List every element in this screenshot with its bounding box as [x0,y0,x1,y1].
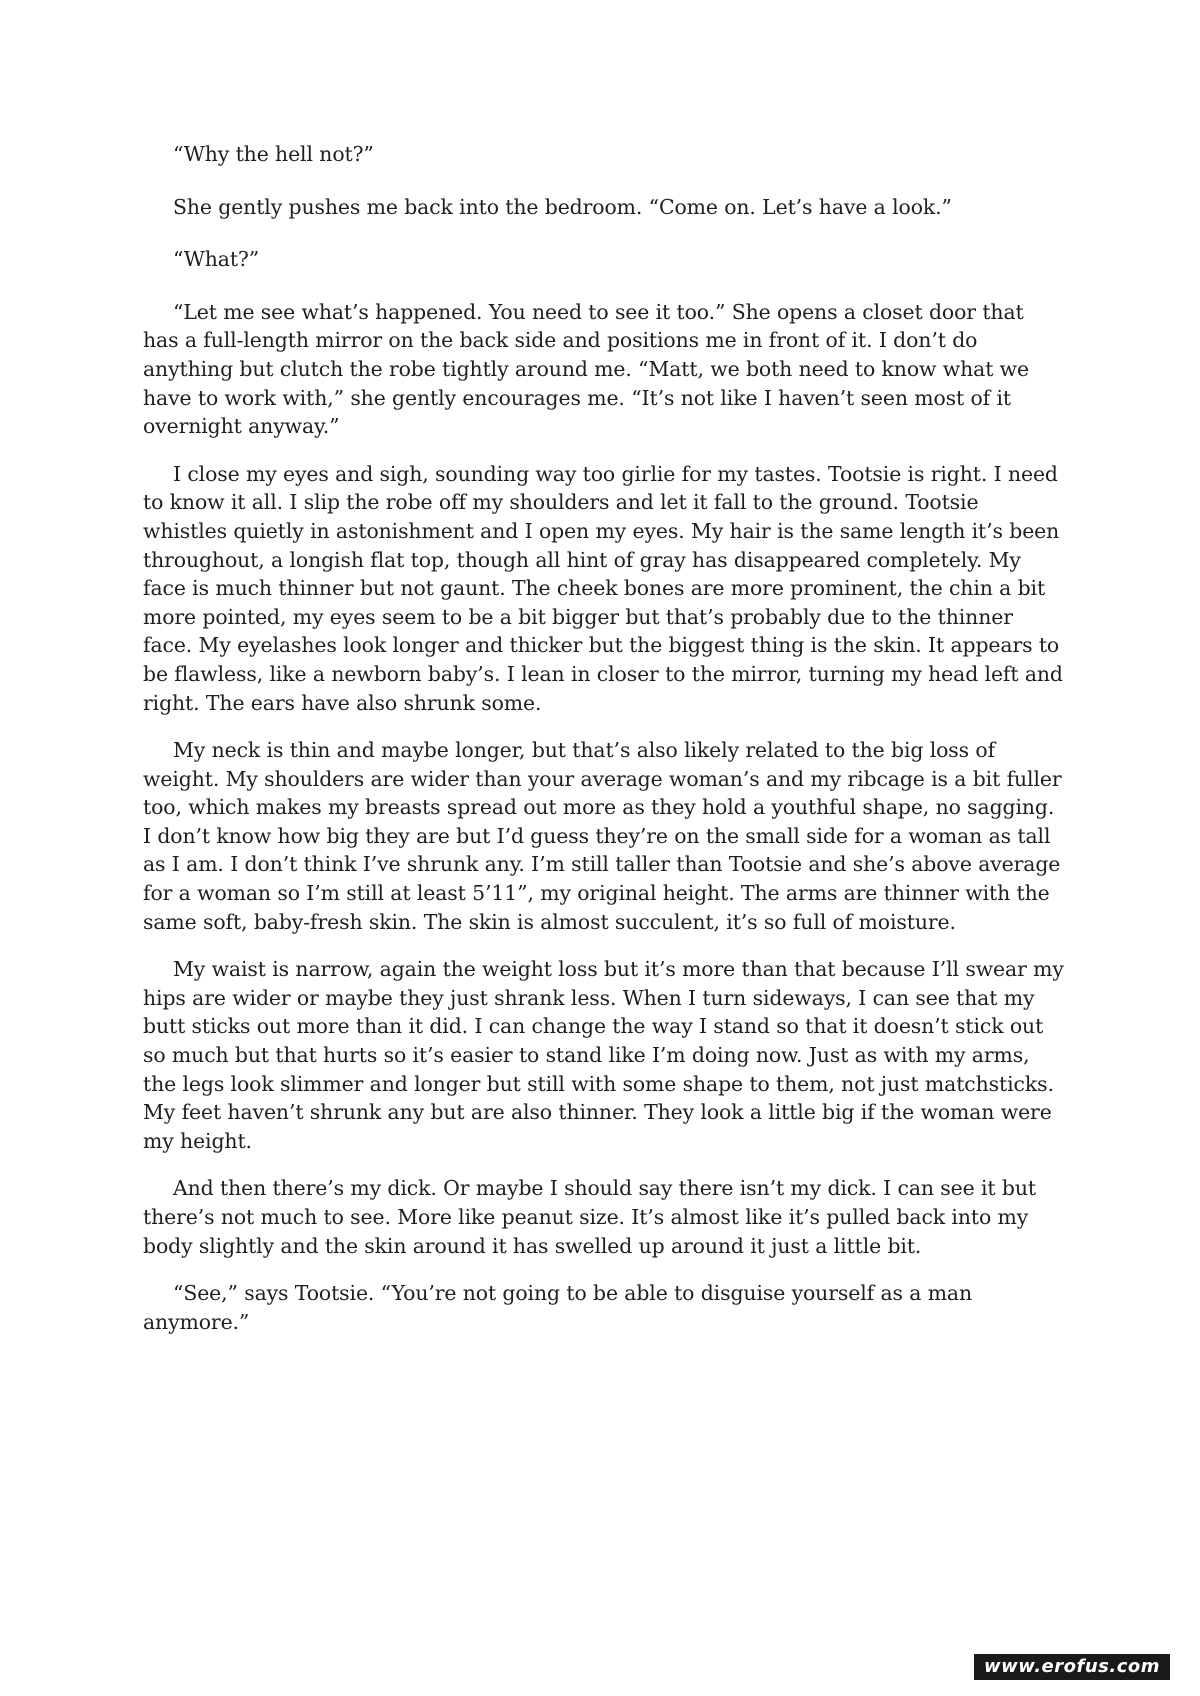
paragraph-8: And then there’s my dick. Or maybe I should say there isn’t my dick. I can see it but there’s not much to see. More like peanut size. It’s almost like it’s pulled back into my body slightly and the skin around it has swelled up around it just a little bit. [143,1176,1036,1258]
paragraph-5: I close my eyes and sigh, sounding way too girlie for my tastes. Tootsie is right. I need to know it all. I slip the robe off my shoulders and let it fall to the ground. Tootsie whistles quietly in astonishment and I open my eyes. My hair is the same length it’s been throughout, a longish flat top, though all hint of gray has disappeared completely. My face is much thinner but not gaunt. The cheek bones are more prominent, the chin a bit more pointed, my eyes seem to be a bit bigger but that’s probably due to the thinner face. My eyelashes look longer and thicker but the biggest thing is the skin. It appears to be flawless, like a newborn baby’s. I lean in closer to the mirror, turning my head left and right. The ears have also shrunk some. [143,461,1063,715]
paragraph-2: She gently pushes me back into the bedroom. “Come on. Let’s have a look.” [173,194,952,219]
paragraph-6: My neck is thin and maybe longer, but that’s also likely related to the big loss of weight. My shoulders are wider than your average woman’s and my ribcage is a bit fuller too, which makes my breasts spread out more as they hold a youthful shape, no sagging. I don’t know how big they are but I’d guess they’re on the small side for a woman as tall as I am. I don’t think I’ve shrunk any. I’m still taller than Tootsie and she’s above average for a woman so I’m still at least 5’11”, my original height. The arms are thinner with the same soft, baby-fresh skin. The skin is almost succulent, it’s so full of moisture. [143,738,1062,934]
paragraph-3: “What?” [173,247,260,272]
site-watermark: www.erofus.com [974,1654,1170,1680]
paragraph-7: My waist is narrow, again the weight loss but it’s more than that because I’ll swear my hips are wider or maybe they just shrank less. When I turn sideways, I can see that my butt sticks out more than it did. I can change the way I stand so that it doesn’t stick out so much but that hurts so it’s easier to stand like I’m doing now. Just as with my arms, the legs look slimmer and longer but still with some shape to them, not just matchsticks. My feet haven’t shrunk any but are also thinner. They look a little big if the woman were my height. [143,957,1064,1153]
story-text [143,140,1065,1355]
paragraph-4: “Let me see what’s happened. You need to see it too.” She opens a closet door that has a full-length mirror on the back side and positions me in front of it. I don’t do anything but clutch the robe tightly around me. “Matt, we both need to know what we have to work with,” she gently encourages me. “It’s not like I haven’t seen most of it overnight anyway.” [143,299,1029,439]
paragraph-9: “See,” says Tootsie. “You’re not going to be able to disguise yourself as a man anymore.” [143,1281,973,1334]
paragraph-1: “Why the hell not?” [173,142,374,166]
